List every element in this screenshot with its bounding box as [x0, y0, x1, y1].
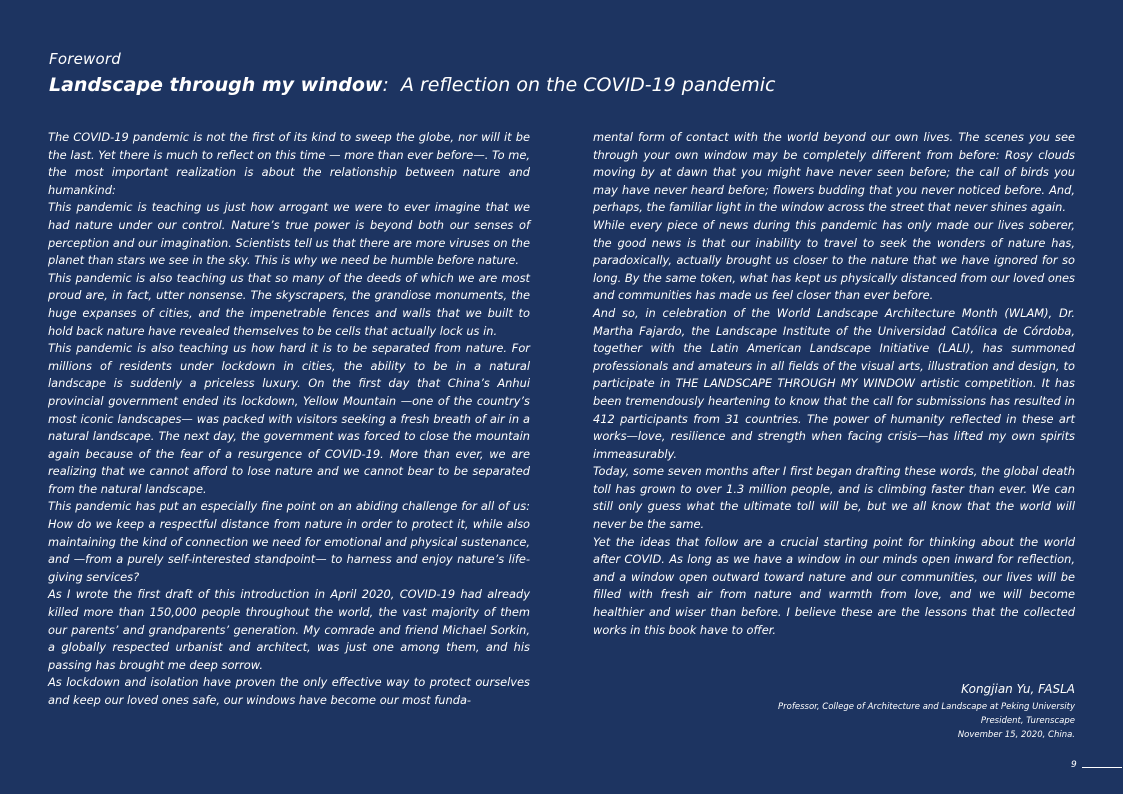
paragraph: This pandemic is teaching us just how arrogant we were to ever imagine that we had nature under our control. Nature’s true power is beyond both our senses of perception and our imagination. Scientists tell us that there are more viruses on the planet than stars we see in the sky. This is why we need be humble before nature. [48, 200, 530, 268]
title-main: Landscape through my window [49, 74, 383, 96]
author-role: Professor, College of Architecture and Landscape at Peking University [778, 702, 1075, 712]
paragraph: This pandemic is also teaching us how hard it is to be separated from nature. For millions of residents under lockdown in cities, the ability to be in a natural landscape is suddenly a priceless luxury. On the first day that China’s Anhui provincial government ended its lockdown, Yellow Mountain —one of the country’s most iconic landscapes— was packed with visitors seeking a fresh breath of air in a natural landscape. The next day, the government was forced to close the mountain again because of the fear of a resurgence of COVID-19. More than ever, we are realizing that we cannot afford to lose nature and we cannot bear to be separated from the natural landscape. [48, 341, 530, 496]
body-column-left [48, 129, 530, 710]
paragraph: As I wrote the first draft of this introduction in April 2020, COVID-19 had already killed more than 150,000 people throughout the world, the vast majority of them our parents’ and grandparents’ generation. My comrade and friend Michael Sorkin, a globally respected urbanist and architect, was just one among them, and his passing has brought me deep sorrow. [48, 587, 530, 672]
paragraph: This pandemic has put an especially fine point on an abiding challenge for all of us: How do we keep a respectful distance from nature in order to protect it, while also maintaining the kind of connection we need for emotional and physical sustenance, and —from a purely self-interested standpoint— to harness and enjoy nature’s life-giving services? [48, 499, 530, 584]
paragraph: And so, in celebration of the World Landscape Architecture Month (WLAM), Dr. Martha Fajardo, the Landscape Institute of the Universidad Católica de Córdoba, together with the Latin American Landscape Initiative (LALI), has summoned professionals and amateurs in all fields of the visual arts, illustration and design, to participate in THE LANDSCAPE THROUGH MY WINDOW artistic competition. It has been tremendously heartening to know that the call for submissions has resulted in 412 participants from 31 countries. The power of humanity reflected in these art works—love, resilience and strength when facing crisis—has lifted my own spirits immeasurably. [593, 305, 1075, 461]
paragraph: Yet the ideas that follow are a crucial starting point for thinking about the world after COVID. As long as we have a window in our minds open inward for reflection, and a window open outward toward nature and our communities, our lives will be filled with fresh air from nature and warmth from love, and we will become healthier and wiser than before. I believe these are the lessons that the collected works in this book have to offer. [593, 534, 1075, 637]
author-title: President, Turenscape [980, 716, 1075, 726]
paragraph: Today, some seven months after I first began drafting these words, the global death toll has grown to over 1.3 million people, and is climbing faster than ever. We can still only guess what the ultimate toll will be, but we all know that the world will never be the same. [593, 464, 1075, 532]
page-number-rule [1082, 767, 1122, 768]
paragraph: While every piece of news during this pandemic has only made our lives soberer, the good news is that our inability to travel to seek the wonders of nature has, paradoxically, actually brought us closer to the nature that we have ignored for so long. By the same token, what has kept us physically distanced from our loved ones and communities has made us feel closer than ever before. [593, 217, 1075, 303]
page-number: 9 [1071, 760, 1077, 770]
paragraph: This pandemic is also teaching us that so many of the deeds of which we are most proud are, in fact, utter nonsense. The skyscrapers, the grandiose monuments, the huge expanses of cities, and the impenetrable fences and walls that we built to hold back nature have revealed themselves to be cells that actually lock us in. [48, 270, 530, 338]
section-kicker: Foreword [49, 50, 121, 68]
body-column-right [593, 129, 1075, 639]
signature-date: November 15, 2020, China. [957, 730, 1075, 740]
signature-block [778, 680, 1075, 742]
paragraph: The COVID-19 pandemic is not the first of its kind to sweep the globe, nor will it be the last. Yet there is much to reflect on this time — more than ever before—. To me, the most important realization is about the relationship between nature and humankind: [48, 130, 530, 197]
title-subtitle: A reflection on the COVID-19 pandemic [388, 74, 776, 96]
page-title [49, 74, 776, 96]
title-separator: : [382, 74, 389, 96]
paragraph: mental form of contact with the world beyond our own lives. The scenes you see through your own window may be completely different from before: Rosy clouds moving by at dawn that you might have never seen before; the call of birds you may have never heard before; flowers budding that you never noticed before. And, perhaps, the familiar light in the window across the street that never shines again. [593, 130, 1075, 215]
author-name: Kongjian Yu, FASLA [961, 682, 1075, 696]
paragraph: As lockdown and isolation have proven the only effective way to protect ourselves and keep our loved ones safe, our windows have become our most funda- [48, 675, 530, 707]
